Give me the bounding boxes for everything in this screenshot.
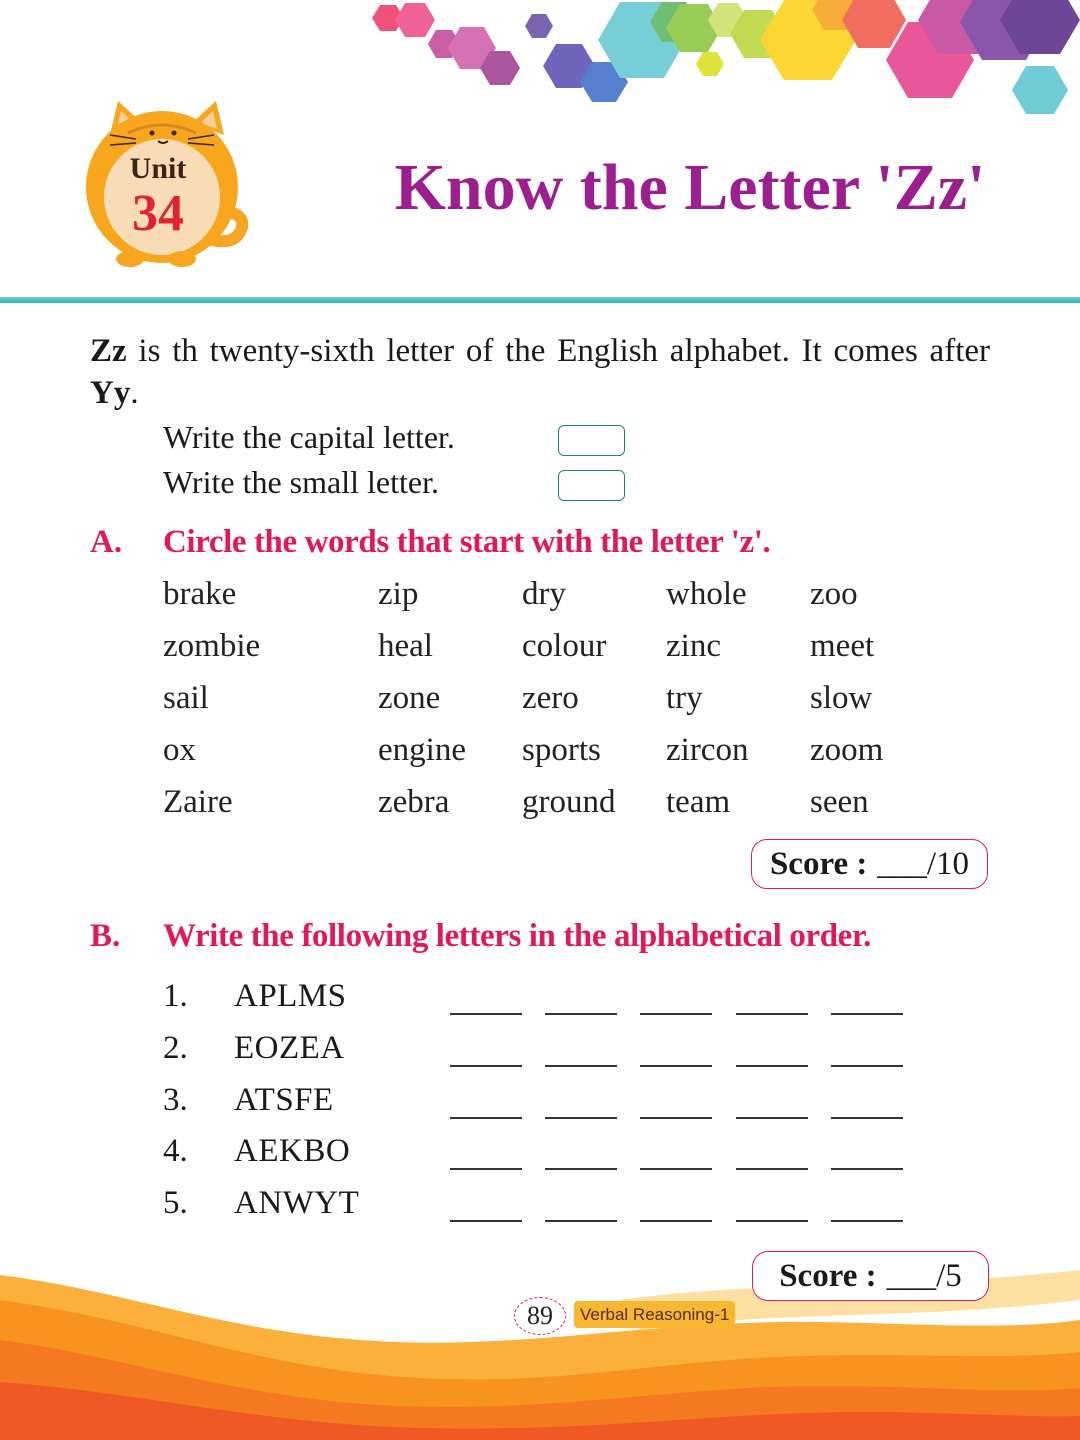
capital-letter-prompt: Write the capital letter. (163, 419, 455, 455)
question-letters: ANWYT (234, 1185, 360, 1221)
question-letters: APLMS (234, 978, 347, 1014)
unit-number: 34 (132, 185, 184, 242)
answer-blank[interactable] (640, 1013, 712, 1015)
small-letter-prompt: Write the small letter. (163, 464, 439, 500)
word-item[interactable]: engine (378, 732, 466, 768)
word-item[interactable]: dry (522, 576, 566, 612)
answer-blank[interactable] (831, 1220, 903, 1222)
word-item[interactable]: meet (810, 628, 875, 664)
answer-blank[interactable] (450, 1168, 522, 1170)
answer-blank[interactable] (831, 1168, 903, 1170)
intro-end: . (130, 375, 139, 411)
word-item[interactable]: ground (522, 784, 616, 820)
question-number: 2. (163, 1030, 188, 1066)
answer-blank[interactable] (831, 1065, 903, 1067)
question-number: 1. (163, 978, 188, 1014)
section-a-letter: A. (90, 524, 123, 560)
intro-text: is th twenty-sixth letter of the English alphabet. It comes after (126, 333, 990, 369)
word-item[interactable]: zero (522, 680, 579, 716)
capital-letter-box[interactable] (558, 425, 625, 456)
word-item[interactable]: zoom (810, 732, 884, 768)
section-a-heading: Circle the words that start with the letter 'z'. (163, 524, 771, 560)
unit-label: Unit (129, 152, 187, 185)
word-item[interactable]: zircon (666, 732, 749, 768)
word-item[interactable]: zinc (666, 628, 721, 664)
word-item[interactable]: whole (666, 576, 747, 612)
word-item[interactable]: brake (163, 576, 237, 612)
score-label: Score : (769, 845, 868, 882)
word-item[interactable]: sail (163, 680, 209, 716)
answer-blank[interactable] (450, 1117, 522, 1119)
answer-blank[interactable] (736, 1168, 808, 1170)
word-item[interactable]: zone (378, 680, 441, 716)
word-item[interactable]: team (666, 784, 731, 820)
word-item[interactable]: zip (378, 576, 419, 612)
score-value[interactable]: ___/5 (886, 1257, 962, 1294)
section-b-heading: Write the following letters in the alphabetical order. (163, 918, 871, 954)
book-name-tag: Verbal Reasoning-1 (574, 1301, 735, 1328)
score-label: Score : (779, 1257, 877, 1294)
word-item[interactable]: try (666, 680, 703, 716)
answer-blank[interactable] (736, 1117, 808, 1119)
title-divider (0, 297, 1080, 303)
answer-blank[interactable] (831, 1013, 903, 1015)
question-letters: EOZEA (234, 1030, 345, 1066)
word-item[interactable]: colour (522, 628, 607, 664)
previous-letter: Yy (90, 375, 131, 411)
answer-blank[interactable] (736, 1013, 808, 1015)
intro-paragraph (90, 330, 990, 414)
word-item[interactable]: Zaire (163, 784, 233, 820)
question-number: 5. (163, 1185, 188, 1221)
word-item[interactable]: zebra (378, 784, 450, 820)
question-letters: ATSFE (234, 1082, 334, 1118)
word-item[interactable]: slow (810, 680, 873, 716)
answer-blank[interactable] (545, 1065, 617, 1067)
answer-blank[interactable] (640, 1065, 712, 1067)
score-value[interactable]: ___/10 (877, 845, 970, 882)
question-number: 3. (163, 1082, 188, 1118)
section-b-letter: B. (90, 918, 121, 954)
page-title: Know the Letter 'Zz' (394, 151, 986, 224)
score-box-b (752, 1251, 989, 1301)
score-box-a (751, 839, 988, 889)
answer-blank[interactable] (640, 1168, 712, 1170)
word-item[interactable]: zombie (163, 628, 261, 664)
letter-pair: Zz (90, 333, 127, 369)
small-letter-box[interactable] (558, 470, 625, 501)
answer-blank[interactable] (831, 1117, 903, 1119)
answer-blank[interactable] (545, 1117, 617, 1119)
word-item[interactable]: zoo (810, 576, 858, 612)
answer-blank[interactable] (545, 1220, 617, 1222)
answer-blank[interactable] (736, 1065, 808, 1067)
answer-blank[interactable] (736, 1220, 808, 1222)
word-item[interactable]: heal (378, 628, 433, 664)
question-letters: AEKBO (234, 1133, 351, 1169)
answer-blank[interactable] (545, 1013, 617, 1015)
answer-blank[interactable] (450, 1013, 522, 1015)
answer-blank[interactable] (640, 1117, 712, 1119)
word-item[interactable]: seen (810, 784, 869, 820)
word-item[interactable]: sports (522, 732, 601, 768)
answer-blank[interactable] (450, 1220, 522, 1222)
answer-blank[interactable] (450, 1065, 522, 1067)
word-item[interactable]: ox (163, 732, 196, 768)
page-number: 89 (514, 1297, 566, 1335)
question-number: 4. (163, 1133, 188, 1169)
answer-blank[interactable] (545, 1168, 617, 1170)
answer-blank[interactable] (640, 1220, 712, 1222)
